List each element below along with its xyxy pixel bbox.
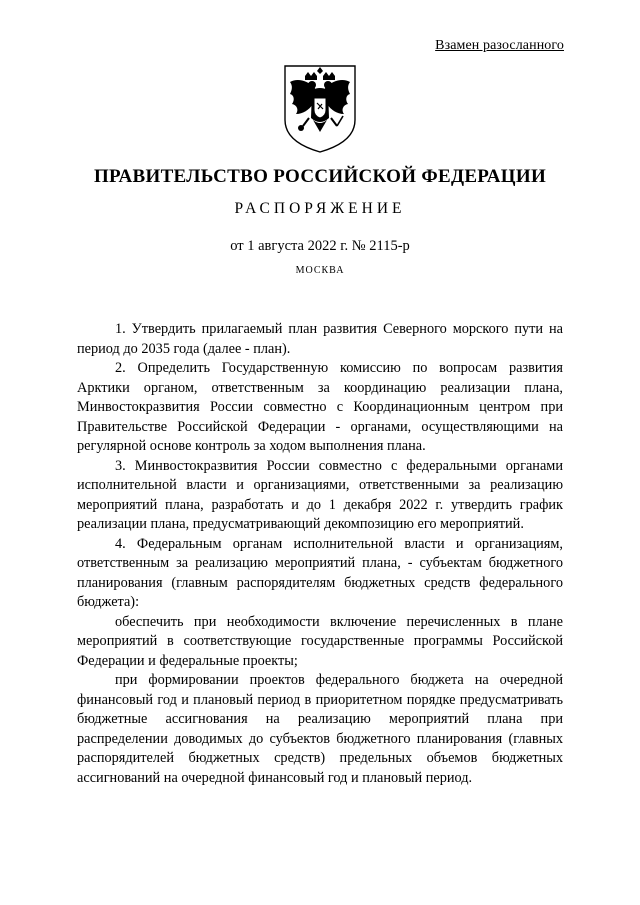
paragraph-1: 1. Утвердить прилагаемый план развития Северного морского пути на период до 2035 года (далее - план).: [77, 321, 563, 357]
document-type: РАСПОРЯЖЕНИЕ: [234, 200, 406, 217]
replacement-stamp: Взамен разосланного: [435, 38, 564, 53]
paragraph-4-item-1: обеспечить при необходимости включение перечисленных в плане мероприятий в соответствующие государственные программы Российской Федерации и федеральные проекты;: [77, 613, 563, 669]
paragraph-2: 2. Определить Государственную комиссию по вопросам развития Арктики органом, ответственным за координацию реализации плана, Минвостокразвития России совместно с Координационным центром при Правительстве Российской Федерации - органами, осуществляющими на регулярной основе контроль за ходом выполнения плана.: [77, 360, 563, 454]
document-city: МОСКВА: [295, 265, 345, 276]
russian-coat-of-arms-icon: [279, 62, 361, 154]
paragraph-4-item-2: при формировании проектов федерального бюджета на очередной финансовый год и плановый период в приоритетном порядке предусматривать бюджетные ассигнования на реализацию мероприятий плана при распределении доводимых до субъектов бюджетного планирования (главных распорядителей бюджетных средств) предельных объемов бюджетных ассигнований на очередной финансовый год и плановый период.: [77, 672, 563, 786]
paragraph-4: 4. Федеральным органам исполнительной власти и организациям, ответственным за реализацию мероприятий плана, - субъектам бюджетного планирования (главным распорядителям бюджетных средств федерального бюджета):: [77, 535, 563, 610]
government-title: ПРАВИТЕЛЬСТВО РОССИЙСКОЙ ФЕДЕРАЦИИ: [93, 166, 547, 187]
document-date-number: от 1 августа 2022 г. № 2115-р: [230, 238, 410, 254]
paragraph-3: 3. Минвостокразвития России совместно с федеральными органами исполнительной власти и организациями, ответственными за реализацию мероприятий плана, разработать и до 1 декабря 2022 г. утвердить график реализации плана, предусматривающий декомпозицию его мероприятий.: [77, 457, 563, 532]
order-body: [77, 320, 563, 788]
